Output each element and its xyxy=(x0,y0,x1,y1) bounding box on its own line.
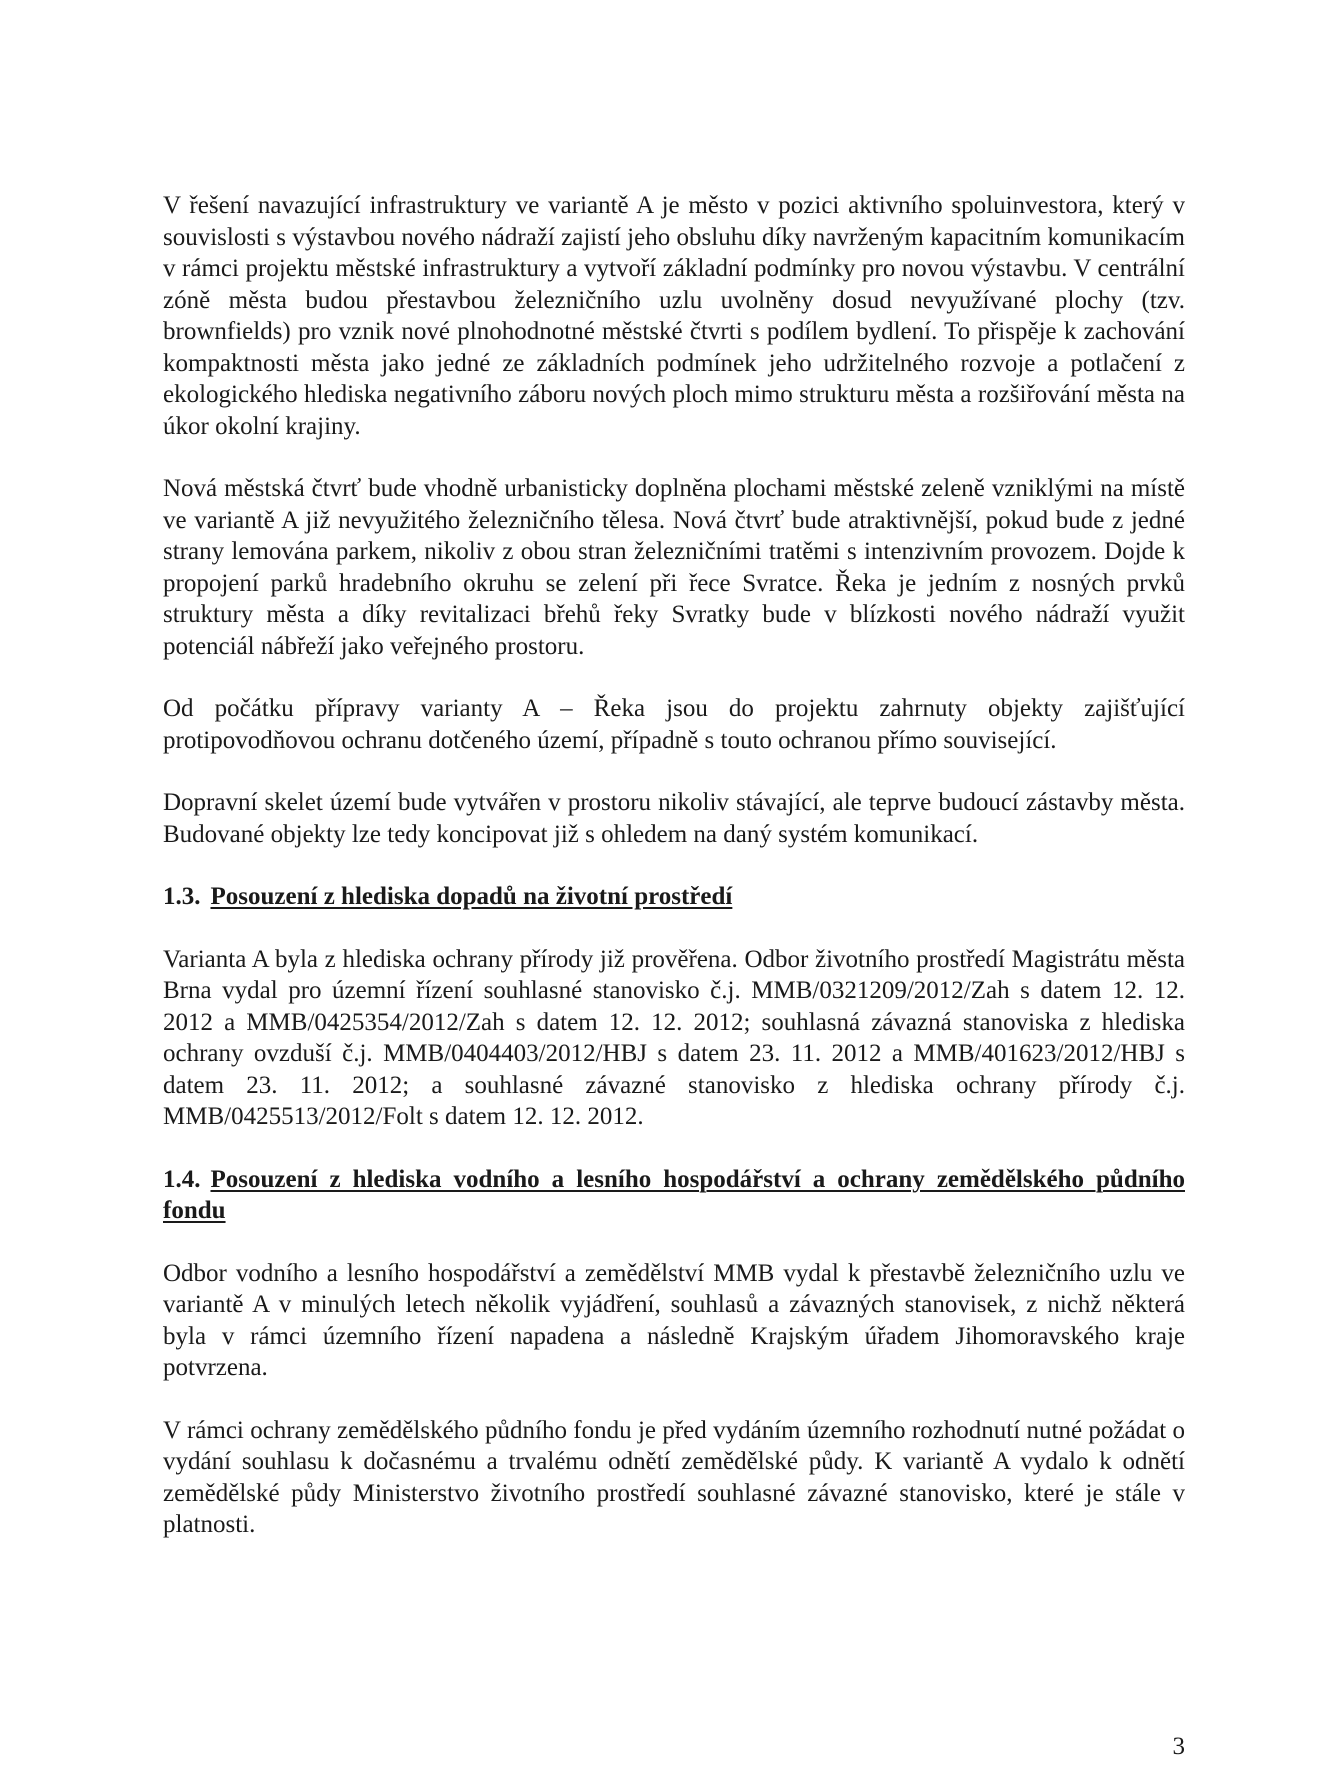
section-number: 1.3. xyxy=(163,883,201,910)
page-number: 3 xyxy=(1172,1733,1185,1760)
section-heading-1-3 xyxy=(163,881,1185,913)
paragraph-water-forestry: Odbor vodního a lesního hospodářství a zemědělství MMB vydal k přestavbě železničního uzlu ve variantě A v minulých letech několik vyjádření, souhlasů a závazných stanovisek, z nichž některá byla v rámci územního řízení napadena a následně Krajským úřadem Jihomoravského kraje potvrzena. xyxy=(163,1259,1185,1381)
paragraph-environment-assessment: Varianta A byla z hlediska ochrany přírody již prověřena. Odbor životního prostředí Magistrátu města Brna vydal pro územní řízení souhlasné stanovisko č.j. MMB/0321209/2012/Zah s datem 12. 12. 2012 a MMB/0425354/2012/Zah s datem 12. 12. 2012; souhlasná závazná stanoviska z hlediska ochrany ovzduší č.j. MMB/0404403/2012/HBJ s datem 23. 11. 2012 a MMB/401623/2012/HBJ s datem 23. 11. 2012; a souhlasné závazné stanovisko z hlediska ochrany přírody č.j. MMB/0425513/2012/Folt s datem 12. 12. 2012. xyxy=(163,945,1185,1130)
document-body xyxy=(163,190,1185,1572)
paragraph-transport-skeleton: Dopravní skelet území bude vytvářen v prostoru nikoliv stávající, ale teprve budoucí zástavby města. Budované objekty lze tedy koncipovat již s ohledem na daný systém komunikací. xyxy=(163,789,1185,848)
section-heading-1-4 xyxy=(163,1164,1185,1227)
section-title: Posouzení z hlediska dopadů na životní prostředí xyxy=(210,883,733,910)
section-title: Posouzení z hlediska vodního a lesního hospodářství a ochrany zemědělského půdního fondu xyxy=(163,1165,1185,1224)
paragraph-flood-protection: Od počátku přípravy varianty A – Řeka jsou do projektu zahrnuty objekty zajišťující protipovodňovou ochranu dotčeného území, případně s touto ochranou přímo související. xyxy=(163,695,1185,754)
paragraph-new-quarter: Nová městská čtvrť bude vhodně urbanisticky doplněna plochami městské zeleně vzniklými na místě ve variantě A již nevyužitého železničního tělesa. Nová čtvrť bude atraktivnější, pokud bude z jedné strany lemována parkem, nikoliv z obou stran železničními tratěmi s intenzivním provozem. Dojde k propojení parků hradebního okruhu se zelení při řece Svratce. Řeka je jedním z nosných prvků struktury města a díky revitalizaci břehů řeky Svratky bude v blízkosti nového nádraží využit potenciál nábřeží jako veřejného prostoru. xyxy=(163,475,1185,660)
section-number: 1.4. xyxy=(163,1165,201,1193)
paragraph-agricultural-land: V rámci ochrany zemědělského půdního fondu je před vydáním územního rozhodnutí nutné požádat o vydání souhlasu k dočasnému a trvalému odnětí zemědělské půdy. K variantě A vydalo k odnětí zemědělské půdy Ministerstvo životního prostředí souhlasné závazné stanovisko, které je stále v platnosti. xyxy=(163,1416,1185,1538)
paragraph-infrastructure: V řešení navazující infrastruktury ve variantě A je město v pozici aktivního spoluinvestora, který v souvislosti s výstavbou nového nádraží zajistí jeho obsluhu díky navrženým kapacitním komunikacím v rámci projektu městské infrastruktury a vytvoří základní podmínky pro novou výstavbu. V centrální zóně města budou přestavbou železničního uzlu uvolněny dosud nevyužívané plochy (tzv. brownfields) pro vznik nové plnohodnotné městské čtvrti s podílem bydlení. To přispěje k zachování kompaktnosti města jako jedné ze základních podmínek jeho udržitelného rozvoje a potlačení z ekologického hlediska negativního záboru nových ploch mimo strukturu města a rozšiřování města na úkor okolní krajiny. xyxy=(163,192,1185,440)
